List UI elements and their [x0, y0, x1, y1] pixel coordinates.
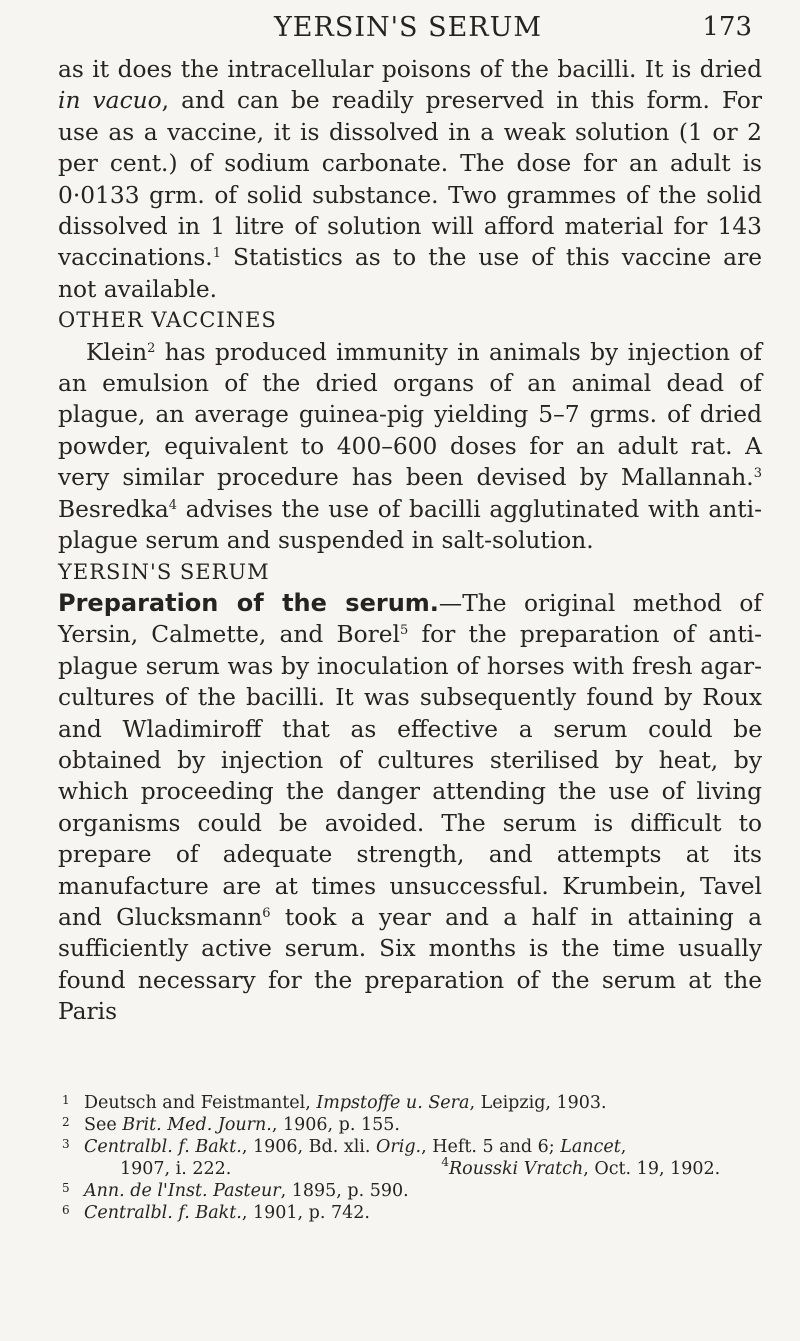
italic-text: Centralbl. f. Bakt.	[84, 1203, 242, 1223]
footnote-number: 4	[441, 1155, 449, 1169]
text-run: as it does the intracellular poisons of the bacilli. It is dried	[58, 56, 762, 83]
text-run: , Heft. 5 and 6;	[421, 1137, 561, 1157]
text-run: , 1895, p. 590.	[280, 1181, 409, 1201]
paragraph	[58, 588, 762, 1028]
footnote-number: 3	[62, 1137, 70, 1151]
footnote-6	[58, 1202, 758, 1224]
paragraph	[58, 337, 762, 557]
italic-text: Centralbl. f. Bakt.	[84, 1137, 242, 1157]
text-run: , and can be readily preserved in this form. For use as a vaccine, it is dissolved in a weak solution (1 or 2 per cent.) of sodium carbonate. The dose for an adult is 0·0133 grm. of solid substance. Two grammes of the solid dissolved in 1 litre of solution will afford material for 143 vaccinations.	[58, 87, 762, 272]
running-title: YERSIN'S SERUM	[273, 12, 543, 43]
body-text	[58, 54, 762, 1028]
italic-text: Orig.	[376, 1137, 422, 1157]
text-run: , 1906, p. 155.	[271, 1115, 400, 1135]
footnote-ref: 1	[212, 246, 221, 262]
italic-text: Lancet	[560, 1137, 621, 1157]
footnote-number: 6	[62, 1203, 70, 1217]
text-run: Deutsch and Feistmantel,	[84, 1093, 317, 1113]
footnote-ref: 4	[168, 497, 177, 513]
subheading-yersins-serum: YERSIN'S SERUM	[58, 559, 270, 584]
subheading-other-vaccines: OTHER VACCINES	[58, 308, 277, 333]
footnote-5	[58, 1180, 758, 1202]
text-run: , 1901, p. 742.	[241, 1203, 370, 1223]
footnote-ref: 5	[400, 623, 409, 639]
text-run: 1907, i. 222.	[120, 1159, 232, 1179]
text-run: has produced immunity in animals by injection of an emulsion of the dried organs of an animal dead of plague, an average guinea-pig yielding 5–7 grms. of dried powder, equivalent to 400–600 doses for an adult rat. A very similar procedure has been devised by Mallannah.	[58, 338, 762, 492]
footnote-number: 2	[62, 1115, 70, 1129]
text-run: for the preparation of anti-plague serum was by inoculation of horses with fresh agar-cultures of the bacilli. It was subsequently found by Roux and Wladimiroff that as effective a serum could be obtained by injection of cultures sterilised by heat, by which proceeding the danger attending the use of living organisms could be avoided. The serum is difficult to prepare of adequate strength, and attempts at its manufacture are at times unsuccessful. Krumbein, Tavel and Glucksmann	[58, 621, 763, 931]
italic-text: Ann. de l'Inst. Pasteur	[84, 1181, 281, 1201]
footnote-1	[58, 1092, 758, 1114]
run-in-heading: Preparation of the serum.	[58, 588, 439, 617]
text-run: Klein	[86, 338, 148, 366]
text-run: See	[84, 1115, 123, 1135]
paragraph	[58, 54, 762, 305]
text-run: , 1906, Bd. xli.	[241, 1137, 377, 1157]
footnotes	[58, 1092, 758, 1224]
text-run: took a year and a half in attaining a sufficiently active serum. Six months is the time usually found necessary for the preparation of the serum at the Paris	[58, 903, 762, 1026]
footnote-3-4-line	[58, 1155, 758, 1180]
footnote-number: 5	[62, 1181, 70, 1195]
text-run: advises the use of bacilli agglutinated with anti-plague serum and suspended in salt-solution.	[58, 495, 762, 555]
text-run: ,	[620, 1137, 627, 1157]
footnote-2	[58, 1114, 758, 1136]
footnote-3	[58, 1136, 758, 1158]
italic-text: in vacuo	[58, 87, 162, 115]
text-run: , Oct. 19, 1902.	[583, 1159, 721, 1179]
running-header	[58, 8, 758, 48]
footnote-ref: 6	[262, 905, 271, 921]
text-run: —The original method of Yersin, Calmette, and Borel	[58, 589, 763, 649]
italic-text: Brit. Med. Journ.	[122, 1115, 272, 1135]
footnote-ref: 3	[753, 466, 762, 482]
italic-text: Rousski Vratch	[449, 1159, 584, 1179]
text-run: Besredka	[58, 495, 169, 523]
footnote-number: 1	[62, 1093, 70, 1107]
italic-text: Impstoffe u. Sera	[316, 1093, 470, 1113]
page-number: 173	[702, 12, 752, 42]
text-run: Statistics as to the use of this vaccine are not available.	[58, 244, 762, 303]
footnote-ref: 2	[147, 340, 156, 356]
text-run: , Leipzig, 1903.	[469, 1093, 607, 1113]
